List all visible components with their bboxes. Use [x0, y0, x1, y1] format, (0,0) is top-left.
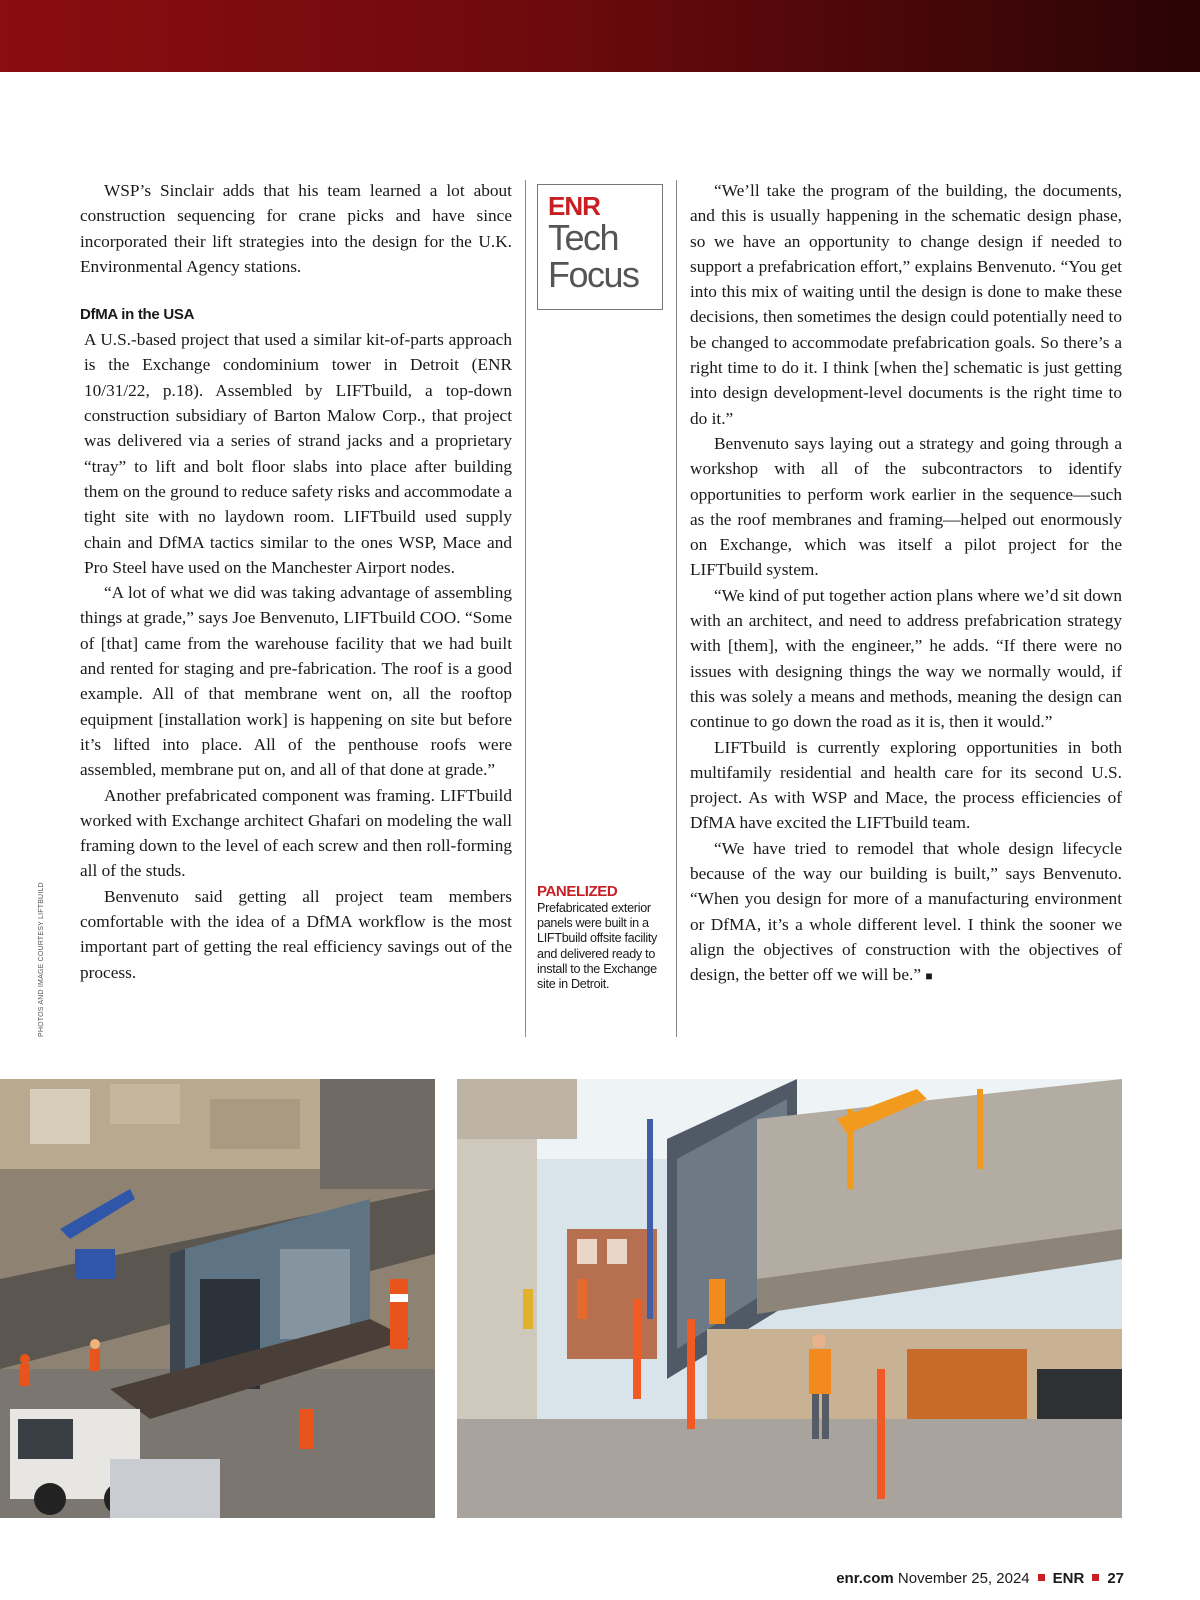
section-subhead: DfMA in the USA	[80, 306, 195, 324]
page-number: 27	[1107, 1570, 1124, 1587]
page-footer	[836, 1570, 1124, 1587]
tech-focus-line2: Focus	[548, 254, 639, 295]
footer-brand: ENR	[1052, 1570, 1085, 1587]
footer-square-icon	[1092, 1574, 1099, 1581]
caption-heading: PANELIZED	[537, 883, 618, 900]
final-paragraph-text: “We have tried to remodel that whole design lifecycle because of the way our building is built,” says Benvenuto. “When you design for more of a manufacturing environment or DfMA, it’s a whole different level. I think the sooner we align the objectives of construction with the objectives of design, the better off we will be.”	[690, 838, 1122, 985]
photo-panel-install	[457, 1079, 1122, 1518]
truck-module-illustration	[0, 1079, 435, 1518]
body-paragraph: Benvenuto said getting all project team members comfortable with the idea of a DfMA workflow is the most important part of getting the real efficiency savings out of the process.	[80, 886, 512, 982]
photo-caption	[537, 883, 665, 992]
photo-credit: PHOTOS AND IMAGE COURTESY LIFTBUILD	[38, 882, 45, 1037]
footer-date: November 25, 2024	[897, 1570, 1030, 1587]
body-paragraph: Another prefabricated component was framing. LIFTbuild worked with Exchange architect Ghafari on modeling the wall framing down to the level of each screw and then roll-forming all of the studs.	[80, 785, 512, 881]
tech-focus-logo	[537, 184, 663, 310]
tech-focus-line1: Tech	[548, 217, 619, 258]
right-column	[690, 178, 1122, 990]
intro-paragraph: WSP’s Sinclair adds that his team learned a lot about construction sequencing for crane picks and have since incorporated their lift strategies into the design for the U.K. Environmental Agency stations.	[80, 181, 512, 276]
footer-site: enr.com	[836, 1570, 894, 1587]
caption-text: Prefabricated exterior panels were built in a LIFTbuild offsite facility and delivered ready to install to the Exchange site in Detroit.	[537, 901, 658, 992]
tech-focus-brand: ENR	[548, 191, 600, 221]
column-divider	[676, 180, 677, 1037]
body-paragraph: A U.S.-based project that used a similar kit-of-parts approach is the Exchange condominium tower in Detroit (ENR 10/31/22, p.18). Assembled by LIFTbuild, a top-down construction subsidiary of Barton Malow Corp., that project was delivered via a series of strand jacks and a proprietary “tray” to lift and bolt floor slabs into place after building them on the ground to reduce safety risks and accommodate a tight site with no laydown room. LIFTbuild used supply chain and DfMA tactics similar to the ones WSP, Mace and Pro Steel have used on the Manchester Airport nodes.	[84, 330, 512, 577]
end-mark: ■	[925, 969, 933, 984]
body-paragraph	[690, 836, 1122, 990]
body-paragraph: “A lot of what we did was taking advantage of assembling things at grade,” says Joe Benvenuto, LIFTbuild COO. “Some of [that] came from the warehouse facility that we had built and rented for staging and pre-fabrication. The roof is a good example. All of that membrane went on, all the rooftop equipment [installation work] is happening on site but before it’s lifted into place. All of the penthouse roofs were assembled, membrane put on, and all of that done at grade.”	[80, 583, 512, 780]
column-divider	[525, 180, 526, 1037]
header-band	[0, 0, 1200, 72]
left-column	[80, 178, 512, 985]
body-paragraph: Benvenuto says laying out a strategy and going through a workshop with all of the subcontractors to identify opportunities to perform work earlier in the sequence—such as the roof membranes and framing—helped out enormously on Exchange, which was itself a pilot project for the LIFTbuild system.	[690, 433, 1122, 580]
panel-install-illustration	[457, 1079, 1122, 1518]
body-paragraph: “We kind of put together action plans where we’d sit down with an architect, and need to address prefabrication strategy with [them], with the engineer,” he adds. “If there were no issues with designing things the way we normally would, if this was solely a means and methods, meaning the design can continue to go down the road as it is, then it would.”	[690, 585, 1122, 732]
photo-truck-module	[0, 1079, 435, 1518]
body-paragraph: LIFTbuild is currently exploring opportunities in both multifamily residential and health care for its second U.S. project. As with WSP and Mace, the process efficiencies of DfMA have excited the LIFTbuild team.	[690, 737, 1122, 833]
footer-square-icon	[1038, 1574, 1045, 1581]
body-paragraph: “We’ll take the program of the building, the documents, and this is usually happening in the schematic design phase, so we have an opportunity to change design if needed to support a prefabrication effort,” explains Benvenuto. “You get into this mix of waiting until the design is done to make these decisions, then sometimes the design could potentially need to be changed to accommodate prefabrication goals. So there’s a right time to do it. I think [when the] schematic is just getting into design development-level documents is the right time to do it.”	[690, 181, 1122, 428]
